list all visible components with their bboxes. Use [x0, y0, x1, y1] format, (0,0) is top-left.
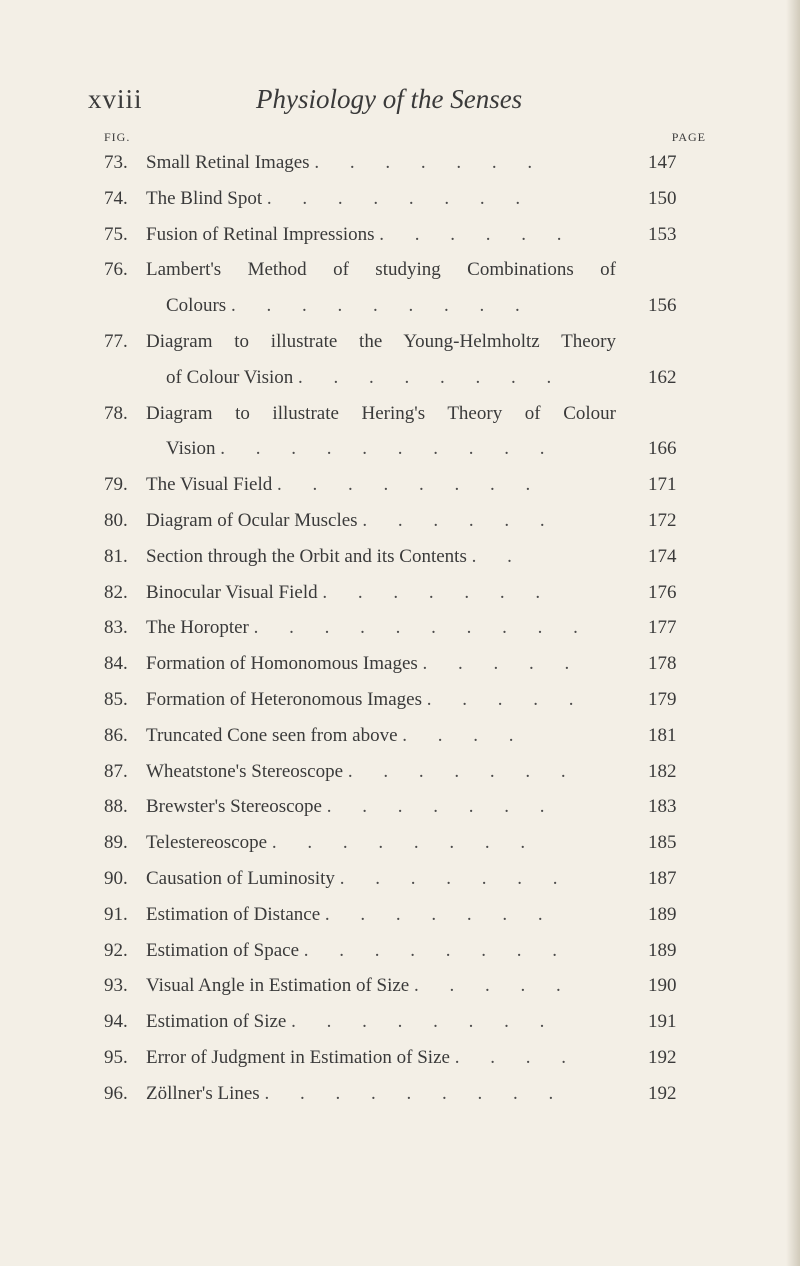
figure-title-text: Vision — [166, 438, 216, 460]
page-reference: 172 — [648, 509, 677, 531]
list-item — [104, 1081, 708, 1117]
figure-title — [146, 222, 616, 248]
dot-leader: . . . . . . . . . . — [253, 617, 591, 639]
dot-leader: . . . . . . . — [314, 152, 546, 173]
figure-title — [146, 759, 616, 785]
figure-title-text: Visual Angle in Estimation of Size — [146, 975, 410, 997]
figure-title — [146, 902, 616, 928]
running-title: Physiology of the Senses — [256, 84, 523, 114]
page-header — [88, 84, 708, 124]
figure-title-text: Fusion of Retinal Impressions — [146, 223, 375, 245]
figure-title-text: Truncated Cone seen from above — [146, 724, 398, 746]
figure-title-text: of Colour Vision — [166, 366, 294, 388]
page-reference: 162 — [648, 366, 677, 388]
figure-number: 76. — [104, 259, 128, 281]
figure-title-line — [146, 902, 616, 928]
figure-number: 83. — [104, 617, 128, 639]
figure-title-line — [146, 1081, 616, 1107]
dot-leader: . . . . . . — [379, 223, 575, 245]
figure-title-line — [146, 150, 616, 176]
list-item — [104, 508, 708, 544]
list-item — [104, 830, 708, 866]
page-reference: 178 — [648, 653, 677, 675]
page-reference: 176 — [648, 581, 677, 603]
page-reference: 156 — [648, 295, 677, 317]
figure-title-line — [146, 544, 616, 570]
dot-leader: . . . . . . . — [339, 867, 571, 889]
page-reference: 183 — [648, 796, 677, 818]
figure-title — [146, 651, 616, 677]
list-item — [104, 615, 708, 651]
list-item — [104, 973, 708, 1009]
figure-title-text: Colours — [166, 295, 227, 317]
figure-title-line — [146, 472, 616, 498]
dot-leader: . . . . . . . . . — [230, 295, 533, 317]
figure-number: 78. — [104, 402, 128, 424]
figure-number: 92. — [104, 939, 128, 961]
figure-title — [146, 544, 616, 570]
figure-number: 90. — [104, 867, 128, 889]
figure-title — [146, 794, 616, 820]
figure-title-line — [146, 973, 616, 999]
figure-number: 77. — [104, 330, 128, 352]
figure-title — [146, 830, 616, 856]
page-column-header: PAGE — [671, 130, 706, 144]
figure-title-text: Estimation of Size — [146, 1011, 287, 1033]
figure-list — [104, 150, 708, 1117]
figure-title-text: Zöllner's Lines — [146, 1082, 260, 1104]
figure-title — [146, 866, 616, 892]
dot-leader: . . . . — [454, 1046, 579, 1068]
list-item — [104, 186, 708, 222]
figure-title — [146, 257, 616, 319]
figure-title-text: Estimation of Space — [146, 939, 300, 961]
figure-title — [146, 1045, 616, 1071]
figure-title-line — [146, 508, 616, 534]
dot-leader: . . . . . . . . — [271, 832, 539, 854]
dot-leader: . . . . . — [414, 975, 574, 997]
page-edge-shadow — [786, 0, 800, 1266]
figure-number: 88. — [104, 796, 128, 818]
figure-title-text: The Blind Spot — [146, 187, 263, 209]
dot-leader: . . . . . . . — [322, 581, 554, 603]
dot-leader: . . . . . . . . . — [264, 1082, 567, 1104]
figure-title-text: Small Retinal Images — [146, 152, 310, 173]
dot-leader: . . . . . . . — [326, 796, 558, 818]
list-item — [104, 1009, 708, 1045]
dot-leader: . . . . . . . . — [291, 1011, 558, 1033]
page-reference: 171 — [648, 474, 677, 496]
dot-leader: . . . . . . . — [347, 760, 579, 782]
figure-title-continuation — [146, 436, 616, 462]
list-item — [104, 794, 708, 830]
figure-number: 94. — [104, 1011, 128, 1033]
list-item — [104, 472, 708, 508]
figure-number: 86. — [104, 724, 128, 746]
figure-title — [146, 723, 616, 749]
page-reference: 174 — [648, 545, 677, 567]
figure-title-line — [146, 938, 616, 964]
figure-number: 89. — [104, 832, 128, 854]
figure-title-line — [146, 186, 616, 212]
page-reference: 187 — [648, 867, 677, 889]
page-reference: 182 — [648, 760, 677, 782]
figure-title-continuation — [146, 293, 616, 319]
column-headers — [104, 130, 708, 146]
dot-leader: . . . . . . — [362, 509, 558, 531]
page-reference: 191 — [648, 1011, 677, 1033]
figure-title — [146, 329, 616, 391]
figure-title-text: Diagram of Ocular Muscles — [146, 509, 358, 531]
list-item — [104, 651, 708, 687]
figure-title-line — [146, 222, 616, 248]
figure-number: 79. — [104, 474, 128, 496]
figure-title-text: Formation of Heteronomous Images — [146, 688, 422, 710]
figure-title — [146, 615, 616, 641]
dot-leader: . . . . . . . . — [266, 187, 534, 209]
figure-number: 81. — [104, 545, 128, 567]
page-reference: 179 — [648, 688, 677, 710]
figure-title-line — [146, 830, 616, 856]
list-item — [104, 580, 708, 616]
figure-number: 75. — [104, 223, 128, 245]
figure-title-text: The Visual Field — [146, 474, 273, 496]
list-item — [104, 1045, 708, 1081]
page-reference: 153 — [648, 223, 677, 245]
figure-title-text: Causation of Luminosity — [146, 867, 335, 889]
figure-title-text: Error of Judgment in Estimation of Size — [146, 1046, 450, 1068]
dot-leader: . . — [471, 545, 525, 567]
figure-title-line: Lambert's Method of studying Combinations of — [146, 259, 616, 281]
figure-title — [146, 186, 616, 212]
dot-leader: . . . . . . . . — [298, 366, 565, 388]
figure-title-text: Telestereoscope — [146, 832, 268, 854]
figure-number: 93. — [104, 975, 128, 997]
dot-leader: . . . . . . . — [324, 903, 556, 925]
list-item — [104, 401, 708, 473]
page-reference: 189 — [648, 939, 677, 961]
dot-leader: . . . . — [402, 724, 527, 746]
figure-title — [146, 150, 616, 176]
figure-title-line — [146, 651, 616, 677]
page-reference: 192 — [648, 1046, 677, 1068]
list-item — [104, 723, 708, 759]
page-reference: 185 — [648, 832, 677, 854]
figure-title-line — [146, 1009, 616, 1035]
fig-column-header: FIG. — [104, 130, 131, 144]
figure-number: 85. — [104, 688, 128, 710]
figure-title-line: Diagram to illustrate Hering's Theory of Colour — [146, 402, 616, 424]
figure-title — [146, 401, 616, 463]
page-reference: 190 — [648, 975, 677, 997]
figure-number: 96. — [104, 1082, 128, 1104]
list-item — [104, 866, 708, 902]
figure-title-line — [146, 687, 616, 713]
figure-title-line — [146, 759, 616, 785]
dot-leader: . . . . . . . . — [303, 939, 571, 961]
figure-title-text: Binocular Visual Field — [146, 581, 318, 603]
figure-title-text: The Horopter — [146, 617, 249, 639]
list-item — [104, 759, 708, 795]
page-reference: 177 — [648, 617, 677, 639]
figure-title-line — [146, 615, 616, 641]
list-item — [104, 222, 708, 258]
figure-title-text: Estimation of Distance — [146, 903, 321, 925]
figure-title-line — [146, 1045, 616, 1071]
figure-title — [146, 508, 616, 534]
page-reference: 150 — [648, 187, 677, 209]
figure-number: 95. — [104, 1046, 128, 1068]
figure-title — [146, 580, 616, 606]
figure-title — [146, 973, 616, 999]
page-reference: 166 — [648, 438, 677, 460]
list-item — [104, 544, 708, 580]
dot-leader: . . . . . — [426, 688, 587, 710]
figure-number: 73. — [104, 152, 128, 173]
figure-title-text: Wheatstone's Stereoscope — [146, 760, 344, 782]
figure-number: 84. — [104, 653, 128, 675]
list-item — [104, 687, 708, 723]
figure-number: 87. — [104, 760, 128, 782]
figure-title-line — [146, 580, 616, 606]
page-reference: 192 — [648, 1082, 677, 1104]
figure-title-text: Brewster's Stereoscope — [146, 796, 322, 818]
figure-title — [146, 1081, 616, 1107]
figure-title — [146, 687, 616, 713]
figure-title-line — [146, 723, 616, 749]
list-item — [104, 150, 708, 186]
dot-leader: . . . . . . . . . . — [220, 438, 558, 460]
figure-title-line — [146, 794, 616, 820]
figure-number: 80. — [104, 509, 128, 531]
list-item — [104, 257, 708, 329]
figure-title-text: Formation of Homonomous Images — [146, 653, 418, 675]
figure-title-line: Diagram to illustrate the Young-Helmholtz Theory — [146, 330, 616, 352]
figure-number: 82. — [104, 581, 128, 603]
page-reference: 181 — [648, 724, 677, 746]
figure-title-continuation — [146, 365, 616, 391]
list-item — [104, 902, 708, 938]
dot-leader: . . . . . . . . — [276, 474, 544, 496]
figure-title — [146, 472, 616, 498]
figure-number: 91. — [104, 903, 128, 925]
list-item — [104, 329, 708, 401]
page-reference: 189 — [648, 903, 677, 925]
figure-number: 74. — [104, 187, 128, 209]
page-number: xviii — [88, 84, 143, 114]
page-reference: 147 — [648, 152, 677, 173]
figure-title — [146, 1009, 616, 1035]
list-item — [104, 938, 708, 974]
dot-leader: . . . . . — [422, 653, 583, 675]
figure-title-line — [146, 866, 616, 892]
figure-title — [146, 938, 616, 964]
figure-title-text: Section through the Orbit and its Contents — [146, 545, 467, 567]
